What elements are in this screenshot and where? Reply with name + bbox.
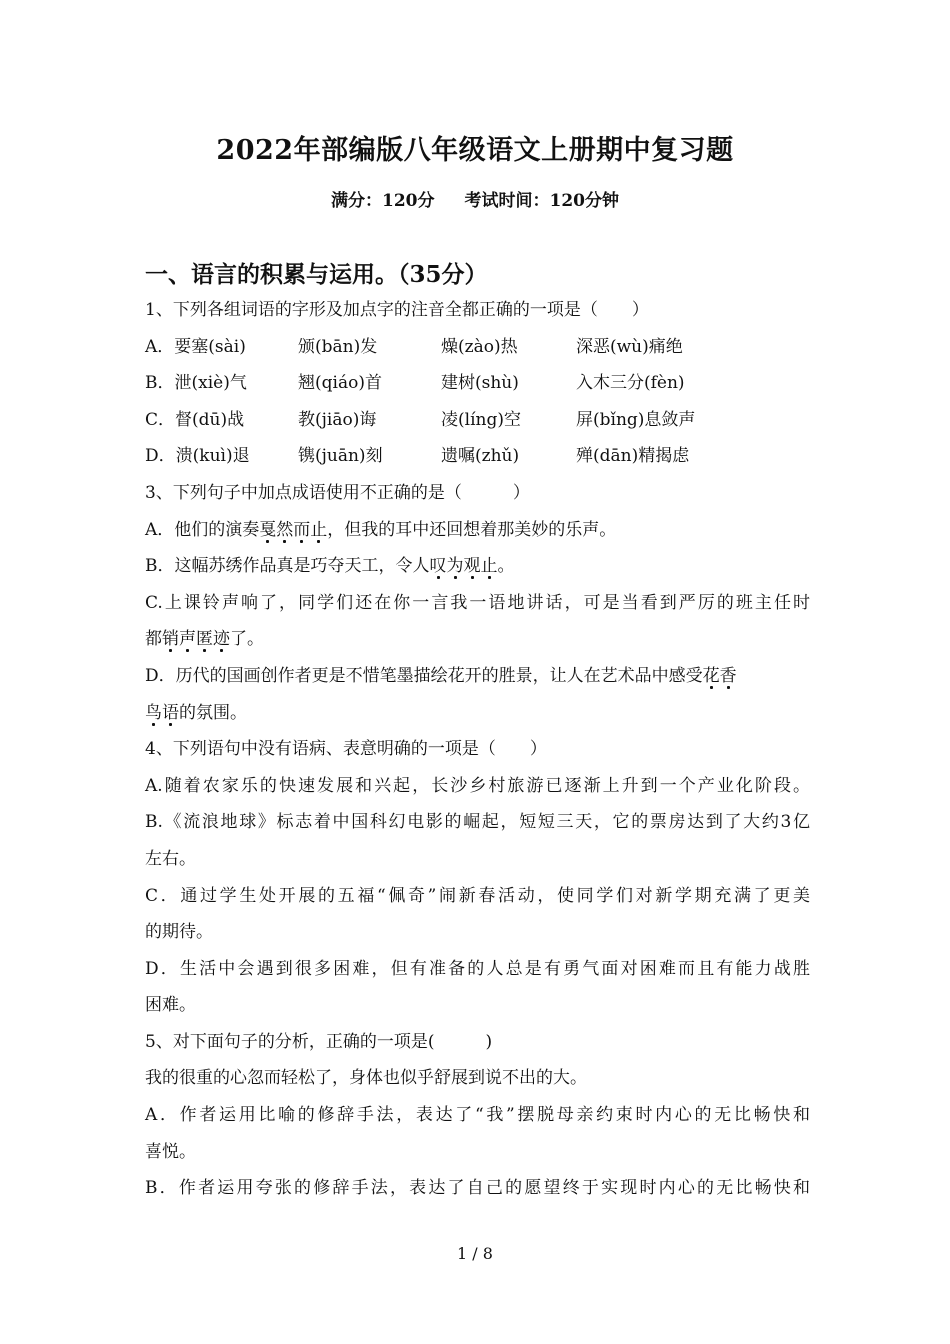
q1-c-1: C．督(dū)战 — [145, 409, 245, 430]
section-heading: 一、语言的积累与运用。（35分） — [145, 261, 488, 288]
q3-option-d-line2 — [145, 695, 810, 732]
q5-option-a-line2: 喜悦。 — [145, 1141, 196, 1162]
question-content — [145, 292, 810, 1207]
q1-c-3: 凌(líng)空 — [441, 409, 521, 430]
q5-sentence: 我的很重的心忽而轻松了，身体也似乎舒展到说不出的大。 — [145, 1068, 587, 1089]
q1-a-2: 颁(bān)发 — [298, 336, 378, 357]
emphasized-idiom: 销声匿迹 — [162, 629, 230, 653]
q1-d-3: 遗嘱(zhǔ) — [441, 446, 520, 467]
text: 。 — [497, 556, 515, 577]
page-title: 2022年部编版八年级语文上册期中复习题 — [216, 135, 734, 166]
q4-option-b-line2: 左右。 — [145, 848, 196, 869]
emphasized-idiom: 叹为观止 — [430, 556, 498, 580]
q1-a-1: A．要塞(sài) — [145, 336, 246, 357]
q1-a-4: 深恶(wù)痛绝 — [576, 336, 683, 357]
text: ，但我的耳中还回想着那美妙的乐声。 — [327, 519, 617, 540]
q1-a-3: 燥(zào)热 — [441, 336, 518, 357]
q3-option-d-line1 — [145, 658, 810, 695]
emphasized-idiom: 鸟语 — [145, 703, 179, 727]
q1-b-4: 入木三分(fèn) — [576, 373, 685, 394]
q1-option-row — [145, 402, 810, 439]
q1-d-2: 镌(juān)刻 — [298, 446, 383, 467]
exam-info — [0, 186, 950, 211]
q4-option-c-line2: 的期待。 — [145, 922, 213, 943]
q4-option-b-line1: B.《流浪地球》标志着中国科幻电影的崛起，短短三天，它的票房达到了大约3亿 — [145, 812, 810, 833]
emphasized-idiom: 花香 — [703, 666, 737, 690]
text: 都 — [145, 629, 162, 650]
q3-option-c-line2 — [145, 621, 810, 658]
text: 了。 — [230, 629, 264, 650]
q1-option-row — [145, 365, 810, 402]
q4-option-c-line1: C．通过学生处开展的五福“佩奇”闹新春活动，使同学们对新学期充满了更美 — [145, 885, 810, 906]
q1-d-1: D．溃(kuì)退 — [145, 446, 250, 467]
full-score: 满分：120分 — [331, 191, 435, 211]
q1-b-1: B．泄(xiè)气 — [145, 373, 247, 394]
q3-option-c-line1: C.上课铃声响了，同学们还在你一言我一语地讲话，可是当看到严厉的班主任时 — [145, 592, 810, 613]
q1-stem: 1、下列各组词语的字形及加点字的注音全都正确的一项是（ ） — [145, 300, 649, 320]
q4-option-a: A.随着农家乐的快速发展和兴起，长沙乡村旅游已逐渐上升到一个产业化阶段。 — [145, 775, 810, 796]
text: A．他们的演奏 — [145, 519, 260, 540]
q3-option-b — [145, 548, 810, 585]
q1-b-3: 建树(shù) — [441, 373, 519, 394]
q1-d-4: 殚(dān)精揭虑 — [576, 446, 690, 467]
q1-option-row — [145, 329, 810, 366]
q5-option-a-line1: A．作者运用比喻的修辞手法，表达了“我”摆脱母亲约束时内心的无比畅快和 — [145, 1105, 810, 1126]
text: D．历代的国画创作者更是不惜笔墨描绘花开的胜景，让人在艺术品中感受 — [145, 665, 703, 686]
q4-stem: 4、下列语句中没有语病、表意明确的一项是（ ） — [145, 739, 547, 760]
emphasized-idiom: 戛然而止 — [259, 520, 327, 544]
q1-c-2: 教(jiāo)诲 — [298, 409, 377, 430]
exam-time: 考试时间：120分钟 — [464, 191, 619, 211]
page-number: 1 / 8 — [457, 1244, 493, 1263]
q4-option-d-line2: 困难。 — [145, 995, 196, 1016]
text: B．这幅苏绣作品真是巧夺天工，令人 — [145, 556, 430, 577]
q3-stem: 3、下列句子中加点成语使用不正确的是（ ） — [145, 482, 530, 503]
q3-option-a — [145, 512, 810, 549]
q1-option-row — [145, 438, 810, 475]
q4-option-d-line1: D．生活中会遇到很多困难，但有准备的人总是有勇气面对困难而且有能力战胜 — [145, 958, 810, 979]
q5-stem: 5、对下面句子的分析，正确的一项是( ) — [145, 1031, 493, 1052]
text: 的氛围。 — [179, 702, 247, 723]
q5-option-b-line1: B．作者运用夸张的修辞手法，表达了自己的愿望终于实现时内心的无比畅快和 — [145, 1178, 810, 1199]
q1-b-2: 翘(qiáo)首 — [298, 373, 382, 394]
q1-c-4: 屏(bǐng)息敛声 — [576, 409, 696, 430]
